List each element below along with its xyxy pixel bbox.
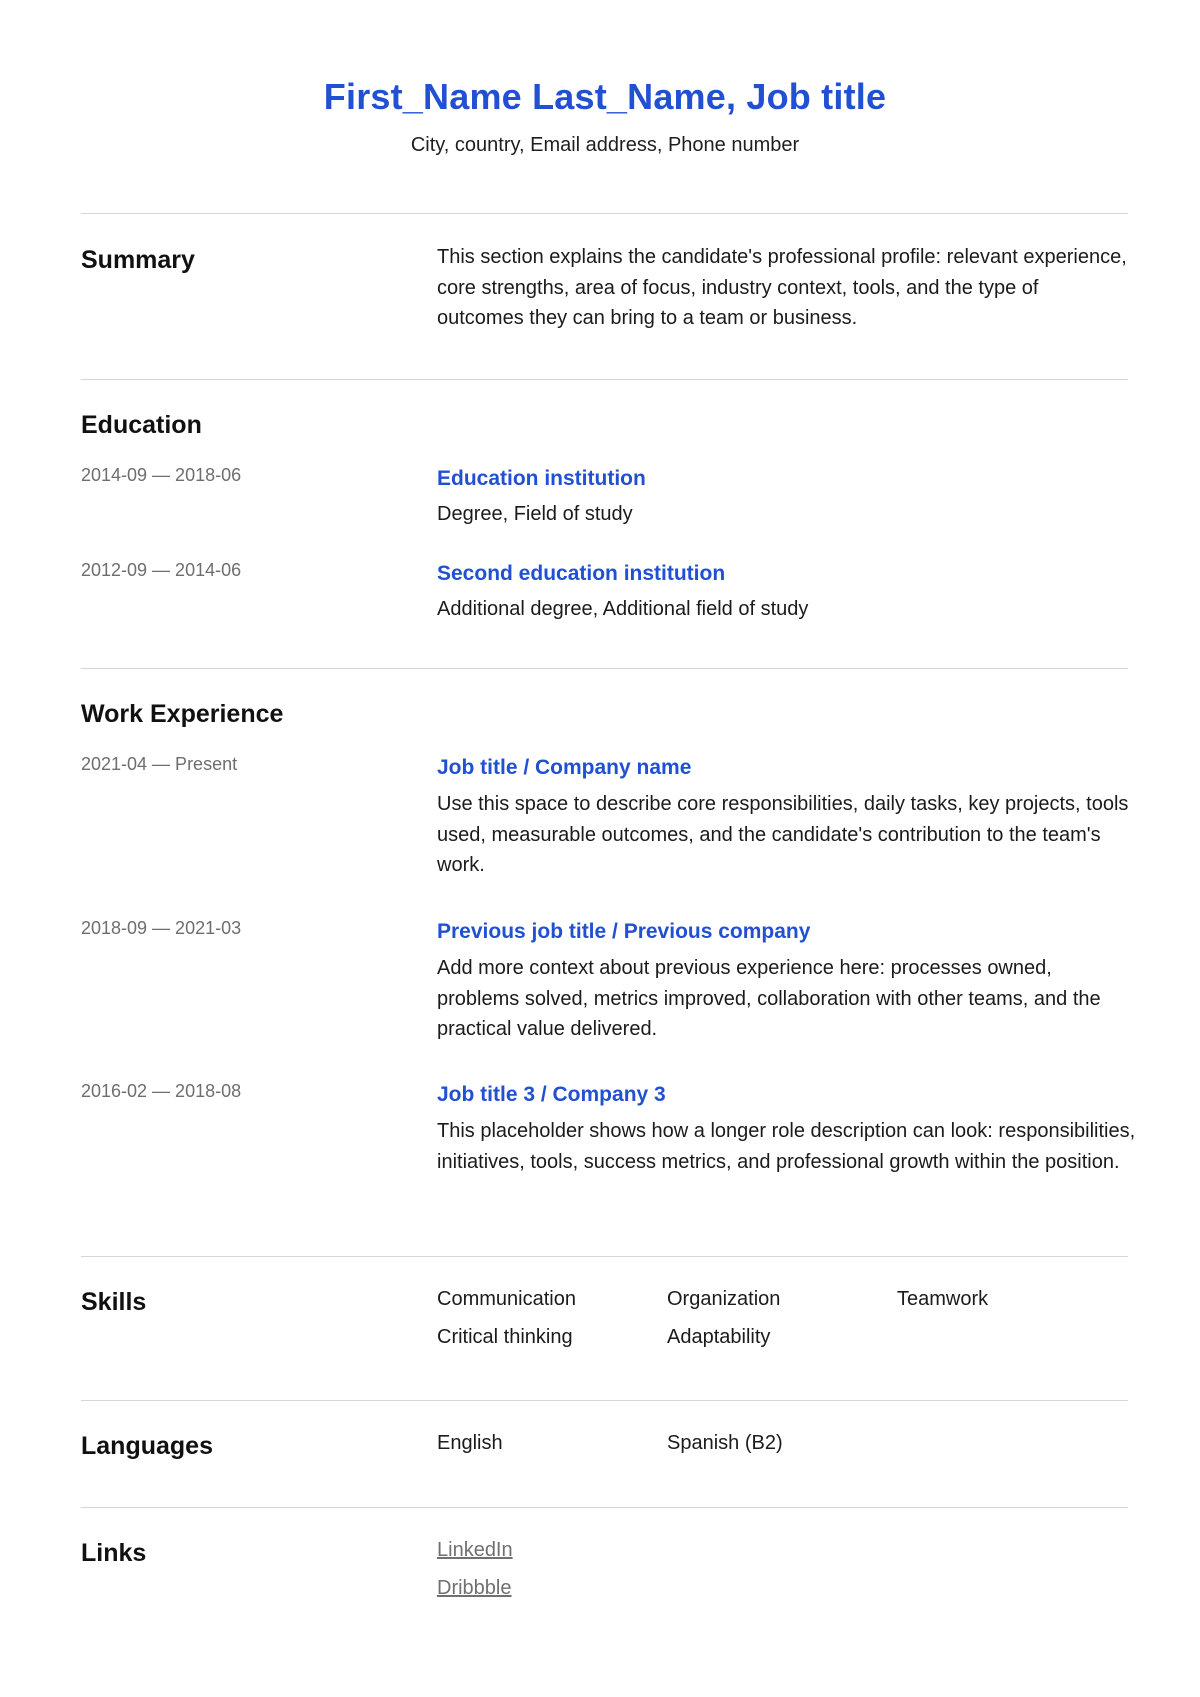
section-title-education: Education [81,411,202,439]
language-item: English [437,1432,503,1454]
contact-info: City, country, Email address, Phone number [410,134,800,156]
education-section [81,379,1128,668]
education-institution: Second education institution [437,562,726,585]
education-institution: Education institution [437,467,646,490]
skill-item: Teamwork [897,1288,989,1310]
summary-text: This section explains the candidate's professional profile: relevant experience, core strengths, area of focus, industry context, tools, and the type of outcomes they can bring to a team or business. [437,246,1127,329]
link-dribbble[interactable]: Dribbble [437,1577,512,1599]
education-dates: 2012-09 — 2014-06 [81,560,242,580]
summary-section [81,213,1128,379]
work-role: Job title / Company name [437,756,692,779]
link-linkedin[interactable]: LinkedIn [437,1539,513,1561]
education-degree: Additional degree, Additional field of study [437,598,809,620]
work-dates: 2021-04 — Present [81,754,238,774]
skill-item: Communication [437,1288,576,1310]
skills-section [81,1256,1128,1400]
work-role: Previous job title / Previous company [437,920,811,943]
work-description: Use this space to describe core responsibilities, daily tasks, key projects, tools used, measurable outcomes, and the candidate's contribution to the team's work. [437,793,1129,876]
education-dates: 2014-09 — 2018-06 [81,465,242,485]
work-dates: 2016-02 — 2018-08 [81,1081,242,1101]
skill-item: Organization [667,1288,781,1310]
education-degree: Degree, Field of study [437,503,633,525]
section-title-skills: Skills [81,1288,147,1316]
section-title-summary: Summary [81,246,195,274]
section-title-languages: Languages [81,1432,213,1460]
work-description: Add more context about previous experience here: processes owned, problems solved, metrics improved, collaboration with other teams, and the practical value delivered. [437,957,1101,1040]
work-role: Job title 3 / Company 3 [437,1083,666,1106]
section-title-work: Work Experience [81,700,284,728]
skill-item: Adaptability [667,1326,771,1348]
work-section [81,668,1136,1256]
section-title-links: Links [81,1539,147,1567]
resume-header [0,76,1200,157]
skill-item: Critical thinking [437,1326,573,1348]
work-description: This placeholder shows how a longer role description can look: responsibilities, initiatives, tools, success metrics, and professional growth within the position. [437,1120,1136,1173]
work-dates: 2018-09 — 2021-03 [81,918,242,938]
links-section [81,1507,1128,1658]
language-item: Spanish (B2) [667,1432,783,1454]
candidate-name: First_Name Last_Name, Job title [323,76,887,117]
languages-section [81,1400,1128,1507]
